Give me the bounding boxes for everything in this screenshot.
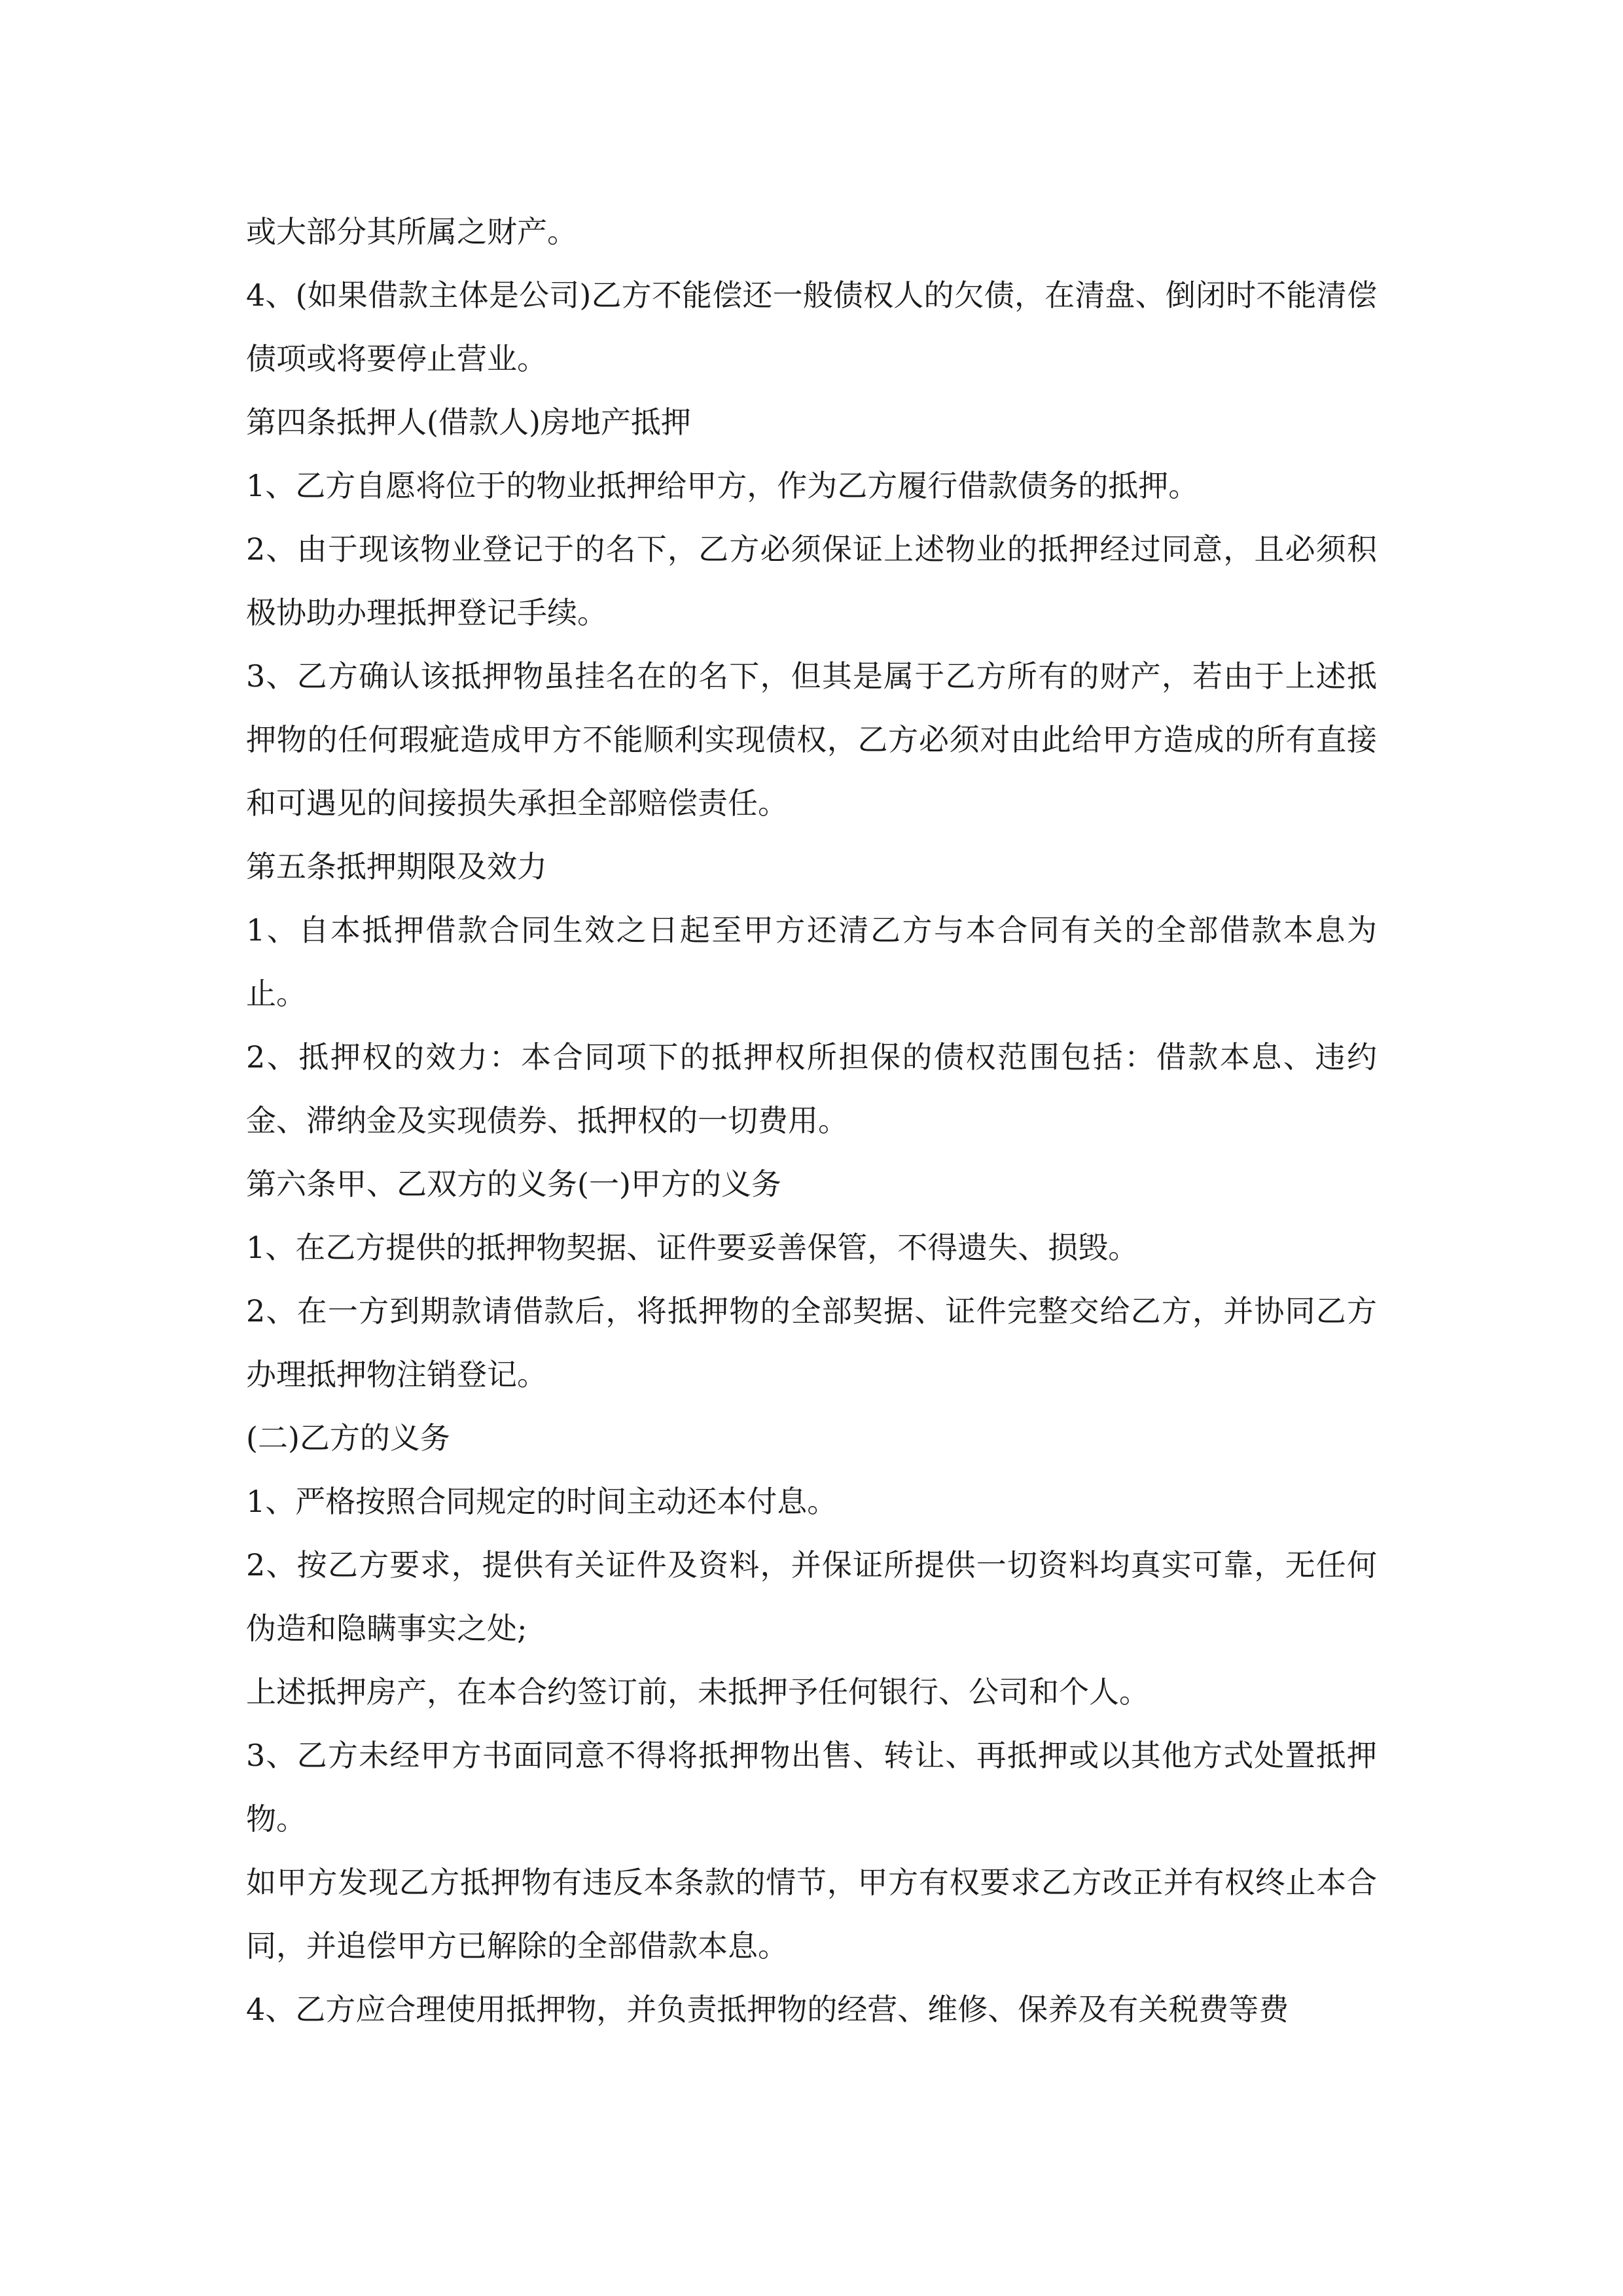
paragraph: 如甲方发现乙方抵押物有违反本条款的情节，甲方有权要求乙方改正并有权终止本合同，并追偿甲方已解除的全部借款本息。 xyxy=(246,1865,1377,1964)
section-heading: 第四条抵押人(借款人)房地产抵押 xyxy=(246,404,691,440)
paragraph: 或大部分其所属之财产。 xyxy=(246,214,577,249)
paragraph: 1、自本抵押借款合同生效之日起至甲方还清乙方与本合同有关的全部借款本息为止。 xyxy=(246,912,1377,1011)
paragraph: 3、乙方未经甲方书面同意不得将抵押物出售、转让、再抵押或以其他方式处置抵押物。 xyxy=(246,1738,1377,1837)
paragraph: 2、由于现该物业登记于的名下，乙方必须保证上述物业的抵押经过同意，且必须积极协助办理抵押登记手续。 xyxy=(246,531,1377,630)
paragraph: 2、抵押权的效力：本合同项下的抵押权所担保的债权范围包括：借款本息、违约金、滞纳金及实现债券、抵押权的一切费用。 xyxy=(246,1039,1377,1138)
section-heading: 第五条抵押期限及效力 xyxy=(246,849,547,884)
paragraph: 1、在乙方提供的抵押物契据、证件要妥善保管，不得遗失、损毁。 xyxy=(246,1230,1139,1265)
document-body xyxy=(246,200,1377,2041)
subsection-heading: (二)乙方的义务 xyxy=(246,1420,450,1456)
paragraph: 2、在一方到期款请借款后，将抵押物的全部契据、证件完整交给乙方，并协同乙方办理抵押物注销登记。 xyxy=(246,1293,1377,1392)
paragraph: 2、按乙方要求，提供有关证件及资料，并保证所提供一切资料均真实可靠，无任何伪造和隐瞒事实之处; xyxy=(246,1547,1377,1646)
section-heading: 第六条甲、乙双方的义务(一)甲方的义务 xyxy=(246,1166,781,1202)
paragraph: 4、(如果借款主体是公司)乙方不能偿还一般债权人的欠债，在清盘、倒闭时不能清偿债项或将要停止营业。 xyxy=(246,278,1377,376)
paragraph: 1、乙方自愿将位于的物业抵押给甲方，作为乙方履行借款债务的抵押。 xyxy=(246,468,1199,503)
paragraph: 1、严格按照合同规定的时间主动还本付息。 xyxy=(246,1484,838,1519)
paragraph: 上述抵押房产，在本合约签订前，未抵押予任何银行、公司和个人。 xyxy=(246,1674,1149,1710)
paragraph: 4、乙方应合理使用抵押物，并负责抵押物的经营、维修、保养及有关税费等费 xyxy=(246,1992,1289,2027)
paragraph: 3、乙方确认该抵押物虽挂名在的名下，但其是属于乙方所有的财产，若由于上述抵押物的任何瑕疵造成甲方不能顺利实现债权，乙方必须对由此给甲方造成的所有直接和可遇见的间接损失承担全部赔偿责任。 xyxy=(246,658,1377,821)
